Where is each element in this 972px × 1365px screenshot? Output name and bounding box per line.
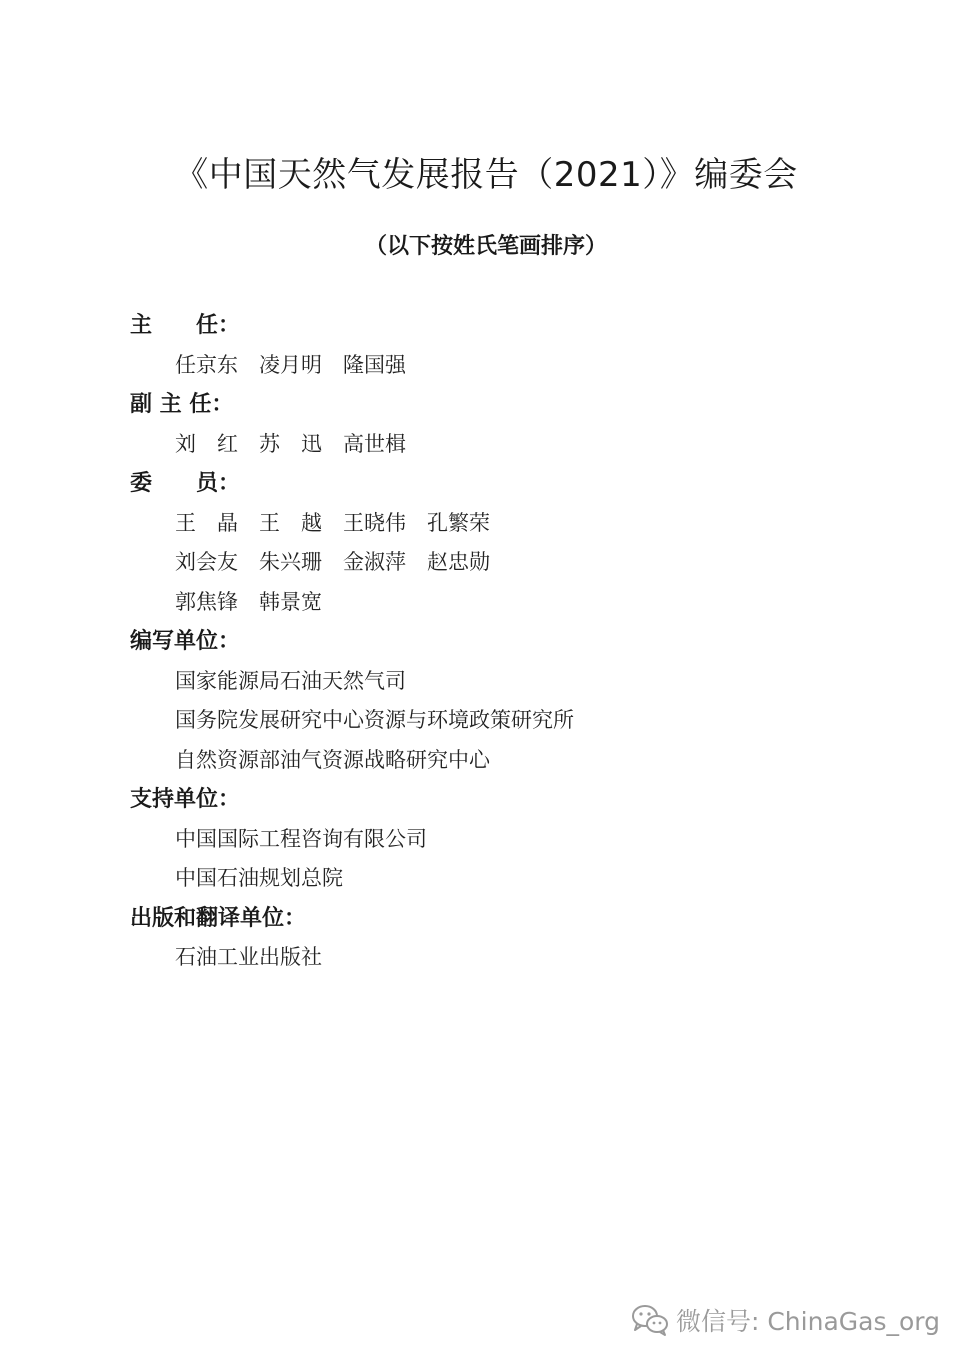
member-names-row-2: 刘会友 朱兴珊 金淑萍 赵忠勋	[175, 550, 490, 574]
deputy-director-names: 刘 红 苏 迅 高世楫	[175, 431, 406, 456]
watermark-text: 微信号: ChinaGas_org	[675, 1307, 940, 1336]
committee-list	[130, 306, 890, 978]
member-names-row-3: 郭焦锋 韩景宽	[175, 589, 322, 614]
section-label-supporting-units: 支持单位：	[130, 787, 241, 812]
member-names-row-1: 王 晶 王 越 王晓伟 孔繁荣	[175, 510, 490, 535]
page-title: 《中国天然气发展报告（2021）》编委会	[174, 155, 798, 195]
compiling-unit-2: 国务院发展研究中心资源与环境政策研究所	[175, 708, 574, 732]
compiling-unit-1: 国家能源局石油天然气司	[175, 668, 406, 693]
wechat-watermark	[630, 1300, 940, 1340]
wechat-icon	[630, 1303, 670, 1337]
section-label-compiling-units: 编写单位：	[130, 629, 241, 654]
supporting-unit-1: 中国国际工程咨询有限公司	[175, 826, 427, 851]
page-subtitle: （以下按姓氏笔画排序）	[364, 234, 607, 259]
section-label-members: 委 员：	[130, 471, 241, 496]
section-label-publishing-units: 出版和翻译单位：	[130, 905, 307, 931]
publishing-unit-1: 石油工业出版社	[175, 945, 322, 969]
compiling-unit-3: 自然资源部油气资源战略研究中心	[175, 747, 490, 772]
section-label-director: 主 任：	[130, 313, 241, 338]
supporting-unit-2: 中国石油规划总院	[175, 866, 343, 890]
director-names: 任京东 凌月明 隆国强	[175, 352, 406, 377]
section-label-deputy-director: 副 主 任：	[130, 392, 234, 417]
